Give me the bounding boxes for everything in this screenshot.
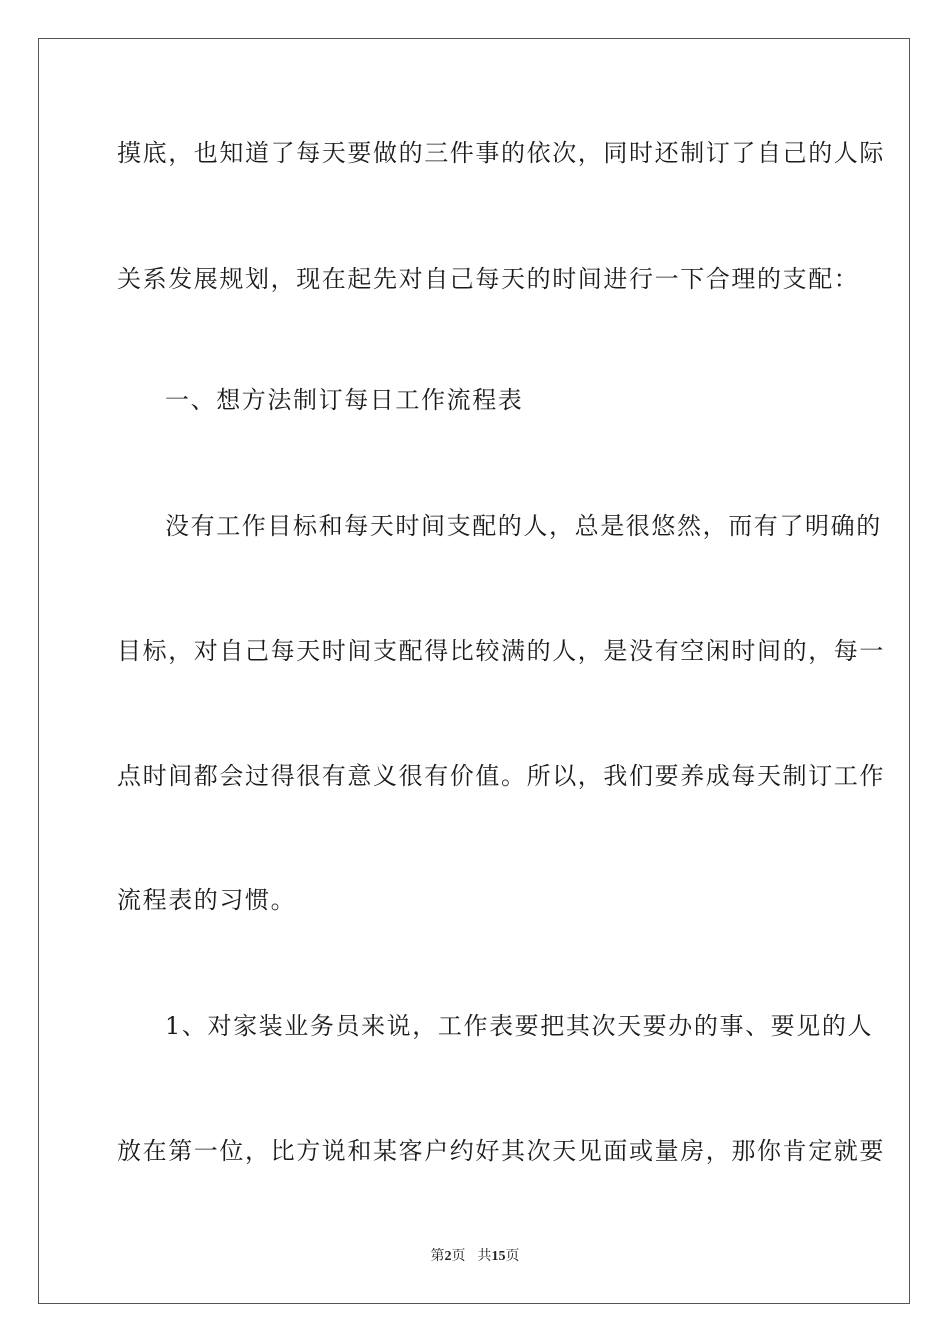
body-text-line: 放在第一位，比方说和某客户约好其次天见面或量房，那你肯定就要 xyxy=(117,1137,885,1165)
body-text-line: 点时间都会过得很有意义很有价值。所以，我们要养成每天制订工作 xyxy=(117,762,885,790)
page-prefix: 第 xyxy=(430,1248,445,1264)
total-pages: 15 xyxy=(491,1249,506,1264)
total-prefix: 共 xyxy=(477,1248,492,1264)
body-text-line: 目标，对自己每天时间支配得比较满的人，是没有空闲时间的，每一 xyxy=(117,637,885,665)
total-suffix: 页 xyxy=(505,1248,520,1264)
page-number: 2 xyxy=(444,1249,452,1264)
body-text-line: 关系发展规划，现在起先对自己每天的时间进行一下合理的支配： xyxy=(117,265,860,293)
body-text-line: 摸底，也知道了每天要做的三件事的依次，同时还制订了自己的人际 xyxy=(117,139,885,167)
page-footer xyxy=(0,1247,950,1266)
list-item-text: 1、对家装业务员来说，工作表要把其次天要办的事、要见的人 xyxy=(165,1012,874,1040)
page-border xyxy=(38,38,910,1304)
section-heading: 一、想方法制订每日工作流程表 xyxy=(165,386,524,414)
page-suffix: 页 xyxy=(451,1248,466,1264)
body-text-line: 没有工作目标和每天时间支配的人，总是很悠然，而有了明确的 xyxy=(165,512,882,540)
body-text-line: 流程表的习惯。 xyxy=(117,886,297,914)
